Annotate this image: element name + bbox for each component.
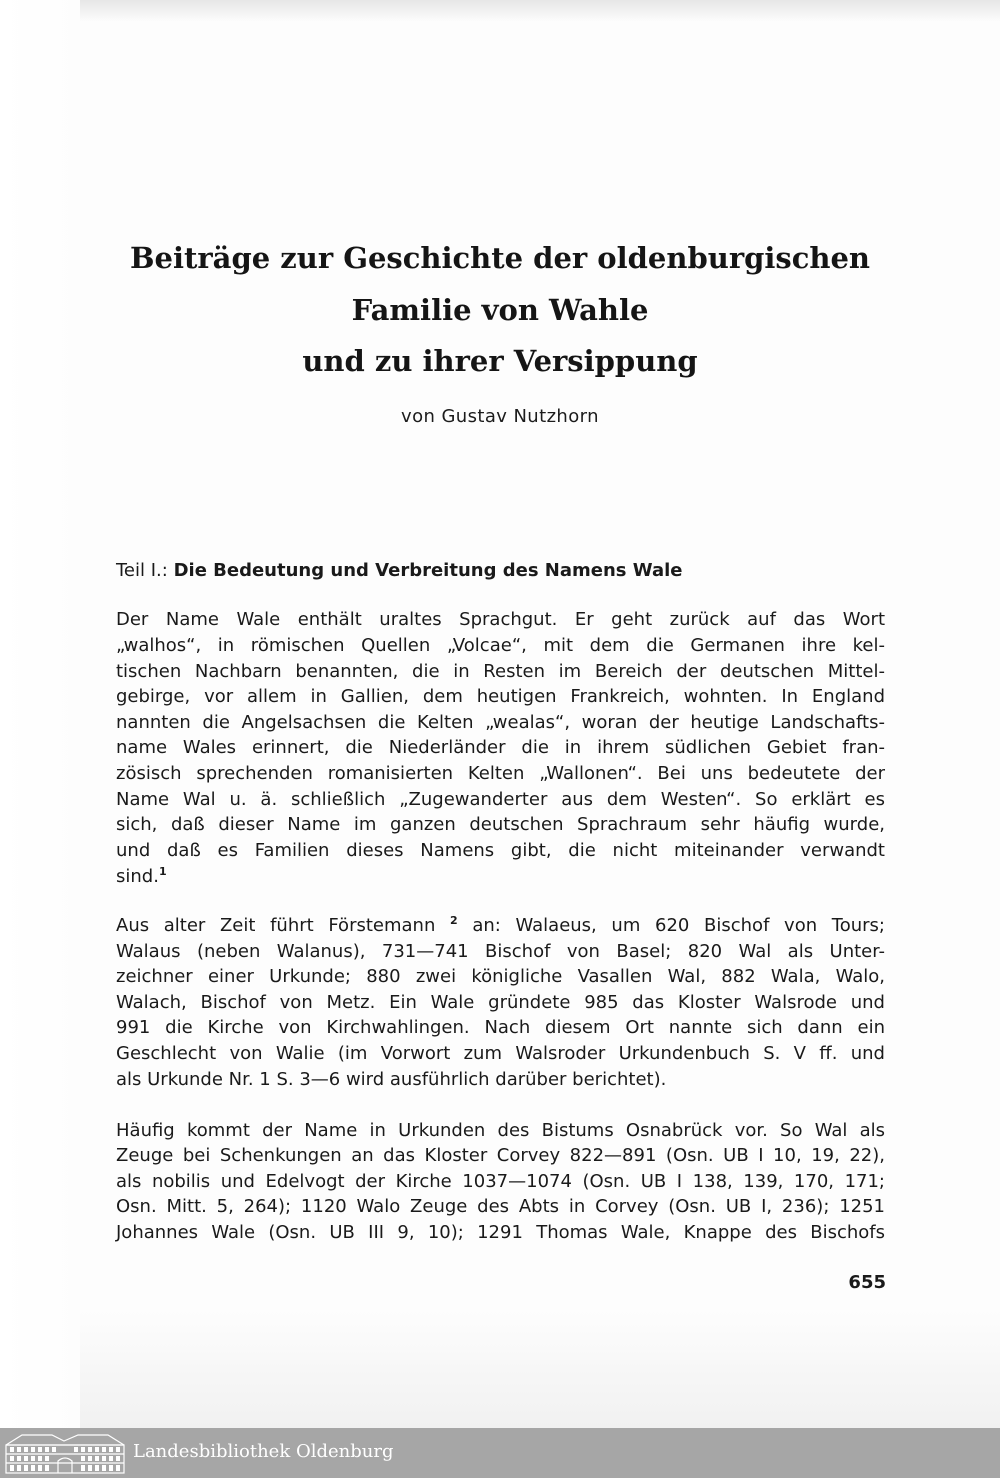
scan-left-margin bbox=[0, 0, 80, 1428]
text-line: und daß es Familien dieses Namens gibt, die nicht miteinander verwandt bbox=[116, 840, 885, 861]
article-title-line-2: Familie von Wahle bbox=[351, 293, 649, 327]
section-heading-prefix: Teil I.: bbox=[116, 560, 168, 581]
text-line: Walach, Bischof von Metz. Ein Wale gründete 985 das Kloster Walsrode und bbox=[116, 992, 885, 1013]
page-number: 655 bbox=[848, 1272, 886, 1293]
text-line: Häufig kommt der Name in Urkunden des Bistums Osnabrück vor. So Wal als bbox=[116, 1120, 885, 1141]
text-line: Der Name Wale enthält uraltes Sprachgut. Er geht zurück auf das Wort bbox=[116, 609, 885, 630]
footnote-reference-1[interactable]: 1 bbox=[158, 865, 167, 878]
text-line-last bbox=[116, 864, 885, 890]
text-line-last: als Urkunde Nr. 1 S. 3—6 wird ausführlich darüber berichtet). bbox=[116, 1069, 667, 1090]
text-line: Johannes Wale (Osn. UB III 9, 10); 1291 Thomas Wale, Knappe des Bischofs bbox=[116, 1222, 885, 1243]
text-line: Zeuge bei Schenkungen an das Kloster Corvey 822—891 (Osn. UB I 10, 19, 22), bbox=[116, 1145, 885, 1166]
text-line: Geschlecht von Walie (im Vorwort zum Walsroder Urkundenbuch S. V ff. und bbox=[116, 1043, 885, 1064]
footnote-reference-2[interactable]: 2 bbox=[450, 914, 458, 927]
library-building-icon[interactable] bbox=[4, 1431, 126, 1475]
text-line: zösisch sprechenden romanisierten Kelten „Wallonen“. Bei uns bedeutete der bbox=[116, 763, 885, 784]
text-line: Osn. Mitt. 5, 264); 1120 Walo Zeuge des Abts in Corvey (Osn. UB I, 236); 1251 bbox=[116, 1196, 885, 1217]
text-line: name Wales erinnert, die Niederländer die in ihrem südlichen Gebiet fran- bbox=[116, 737, 885, 758]
text-line: Walaus (neben Walanus), 731—741 Bischof von Basel; 820 Wal als Unter- bbox=[116, 941, 885, 962]
section-heading-title: Die Bedeutung und Verbreitung des Namens Wale bbox=[173, 560, 683, 581]
text-fragment: Aus alter Zeit führt Förstemann bbox=[116, 915, 436, 936]
article-title-line-3: und zu ihrer Versippung bbox=[302, 344, 698, 378]
article-author: von Gustav Nutzhorn bbox=[401, 406, 599, 427]
text-line: zeichner einer Urkunde; 880 zwei königliche Vasallen Wal, 882 Wala, Walo, bbox=[116, 966, 885, 987]
scan-top-shadow bbox=[0, 0, 1000, 22]
text-line: tischen Nachbarn benannten, die in Resten im Bereich der deutschen Mittel- bbox=[116, 661, 885, 682]
footer-library-name[interactable]: Landesbibliothek Oldenburg bbox=[133, 1441, 394, 1462]
text-line: nannten die Angelsachsen die Kelten „wealas“, woran der heutige Landschafts- bbox=[116, 712, 885, 733]
text-line: „walhos“, in römischen Quellen „Volcae“, mit dem die Germanen ihre kel- bbox=[116, 635, 885, 656]
text-line bbox=[116, 913, 885, 939]
text-line: als nobilis und Edelvogt der Kirche 1037—1074 (Osn. UB I 138, 139, 170, 171; bbox=[116, 1171, 885, 1192]
text-line: Name Wal u. ä. schließlich „Zugewanderter aus dem Westen“. So erklärt es bbox=[116, 789, 885, 810]
text-line: sich, daß dieser Name im ganzen deutschen Sprachraum sehr häufig wurde, bbox=[116, 814, 885, 835]
article-title-line-1: Beiträge zur Geschichte der oldenburgischen bbox=[130, 241, 870, 275]
text-line: gebirge, vor allem in Gallien, dem heutigen Frankreich, wohnten. In England bbox=[116, 686, 885, 707]
text-fragment: sind. bbox=[116, 866, 159, 887]
section-heading bbox=[116, 560, 683, 581]
text-fragment: an: Walaeus, um 620 Bischof von Tours; bbox=[472, 915, 885, 936]
scan-bottom-shading bbox=[80, 1310, 1000, 1428]
text-line: 991 die Kirche von Kirchwahlingen. Nach diesem Ort nannte sich dann ein bbox=[116, 1017, 885, 1038]
